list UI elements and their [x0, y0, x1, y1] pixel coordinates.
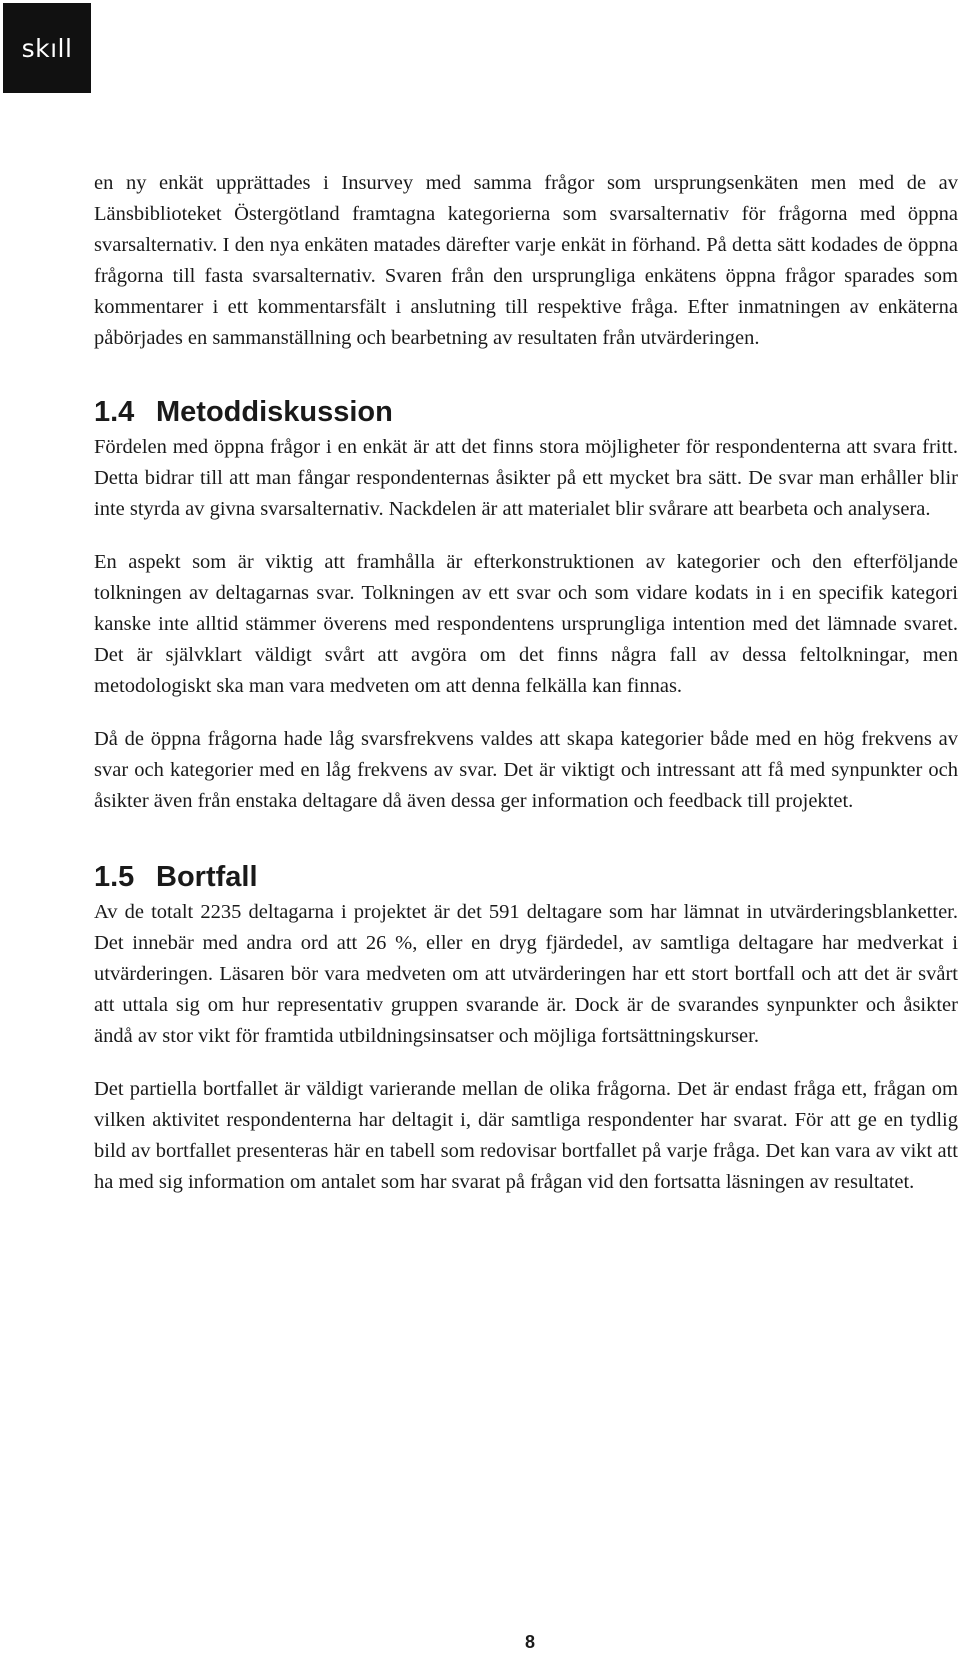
document-body	[94, 168, 958, 1198]
logo-text: skıll	[21, 33, 73, 63]
section-title: Metoddiskussion	[156, 396, 393, 428]
section-number: 1.5	[94, 861, 135, 893]
intro-paragraph: en ny enkät upprättades i Insurvey med samma frågor som ursprungsenkäten men med de av Länsbiblioteket Östergötland framtagna kategorierna som svarsalternativ för frågorna med öppna svarsalternativ. I den nya enkäten matades därefter varje enkät in förhand. På detta sätt kodades de öppna frågorna till fasta svarsalternativ. Svaren från den ursprungliga enkätens öppna frågor sparades som kommentarer i ett kommentarsfält i anslutning till respektive fråga. Efter inmatningen av enkäterna påbörjades en sammanställning och bearbetning av resultaten från utvärderingen.	[94, 172, 958, 349]
section-number: 1.4	[94, 396, 135, 428]
section-heading-metoddiskussion	[94, 394, 958, 430]
skill-logo	[3, 3, 91, 93]
metoddiskussion-paragraph-1: Fördelen med öppna frågor i en enkät är att det finns stora möjligheter för respondenterna att svara fritt. Detta bidrar till att man fångar respondenternas åsikter på ett mycket bra sätt. De svar man erhåller blir inte styrda av givna svarsalternativ. Nackdelen är att materialet blir svårare att bearbeta och analysera.	[94, 436, 958, 520]
bortfall-paragraph-2: Det partiella bortfallet är väldigt varierande mellan de olika frågorna. Det är endast fråga ett, frågan om vilken aktivitet respondenterna har deltagit i, där samtliga respondenter har svarat. För att ge en tydlig bild av bortfallet presenteras här en tabell som redovisar bortfallet på varje fråga. Det kan vara av vikt att ha med sig information om antalet som har svarat på frågan vid den fortsatta läsningen av resultatet.	[94, 1078, 958, 1193]
page-number: 8	[524, 1632, 535, 1652]
metoddiskussion-paragraph-3: Då de öppna frågorna hade låg svarsfrekvens valdes att skapa kategorier både med en hög frekvens av svar och kategorier med en låg frekvens av svar. Det är viktigt och intressant att få med synpunkter och åsikter även från enstaka deltagare då även dessa ger information och feedback till projektet.	[94, 728, 958, 812]
section-heading-bortfall	[94, 859, 958, 895]
bortfall-paragraph-1: Av de totalt 2235 deltagarna i projektet är det 591 deltagare som har lämnat in utvärderingsblanketter. Det innebär med andra ord att 26 %, eller en dryg fjärdedel, av samtliga deltagare har medverkat i utvärderingen. Läsaren bör vara medveten om att utvärderingen har ett stort bortfall och att det är svårt att uttala sig om hur representativ gruppen svarande är. Dock är de svarandes synpunkter och åsikter ändå av stor vikt för framtida utbildningsinsatser och möjliga fortsättningskurser.	[94, 901, 958, 1047]
metoddiskussion-paragraph-2: En aspekt som är viktig att framhålla är efterkonstruktionen av kategorier och den efterföljande tolkningen av deltagarnas svar. Tolkningen av ett svar och som vidare kodats in i en specifik kategori kanske inte alltid stämmer överens med respondentens ursprungliga intention med det lämnade svaret. Det är självklart väldigt svårt att avgöra om det finns några fall av dessa feltolkningar, men metodologiskt ska man vara medveten om att denna felkälla kan finnas.	[94, 551, 958, 697]
section-title: Bortfall	[156, 861, 258, 893]
